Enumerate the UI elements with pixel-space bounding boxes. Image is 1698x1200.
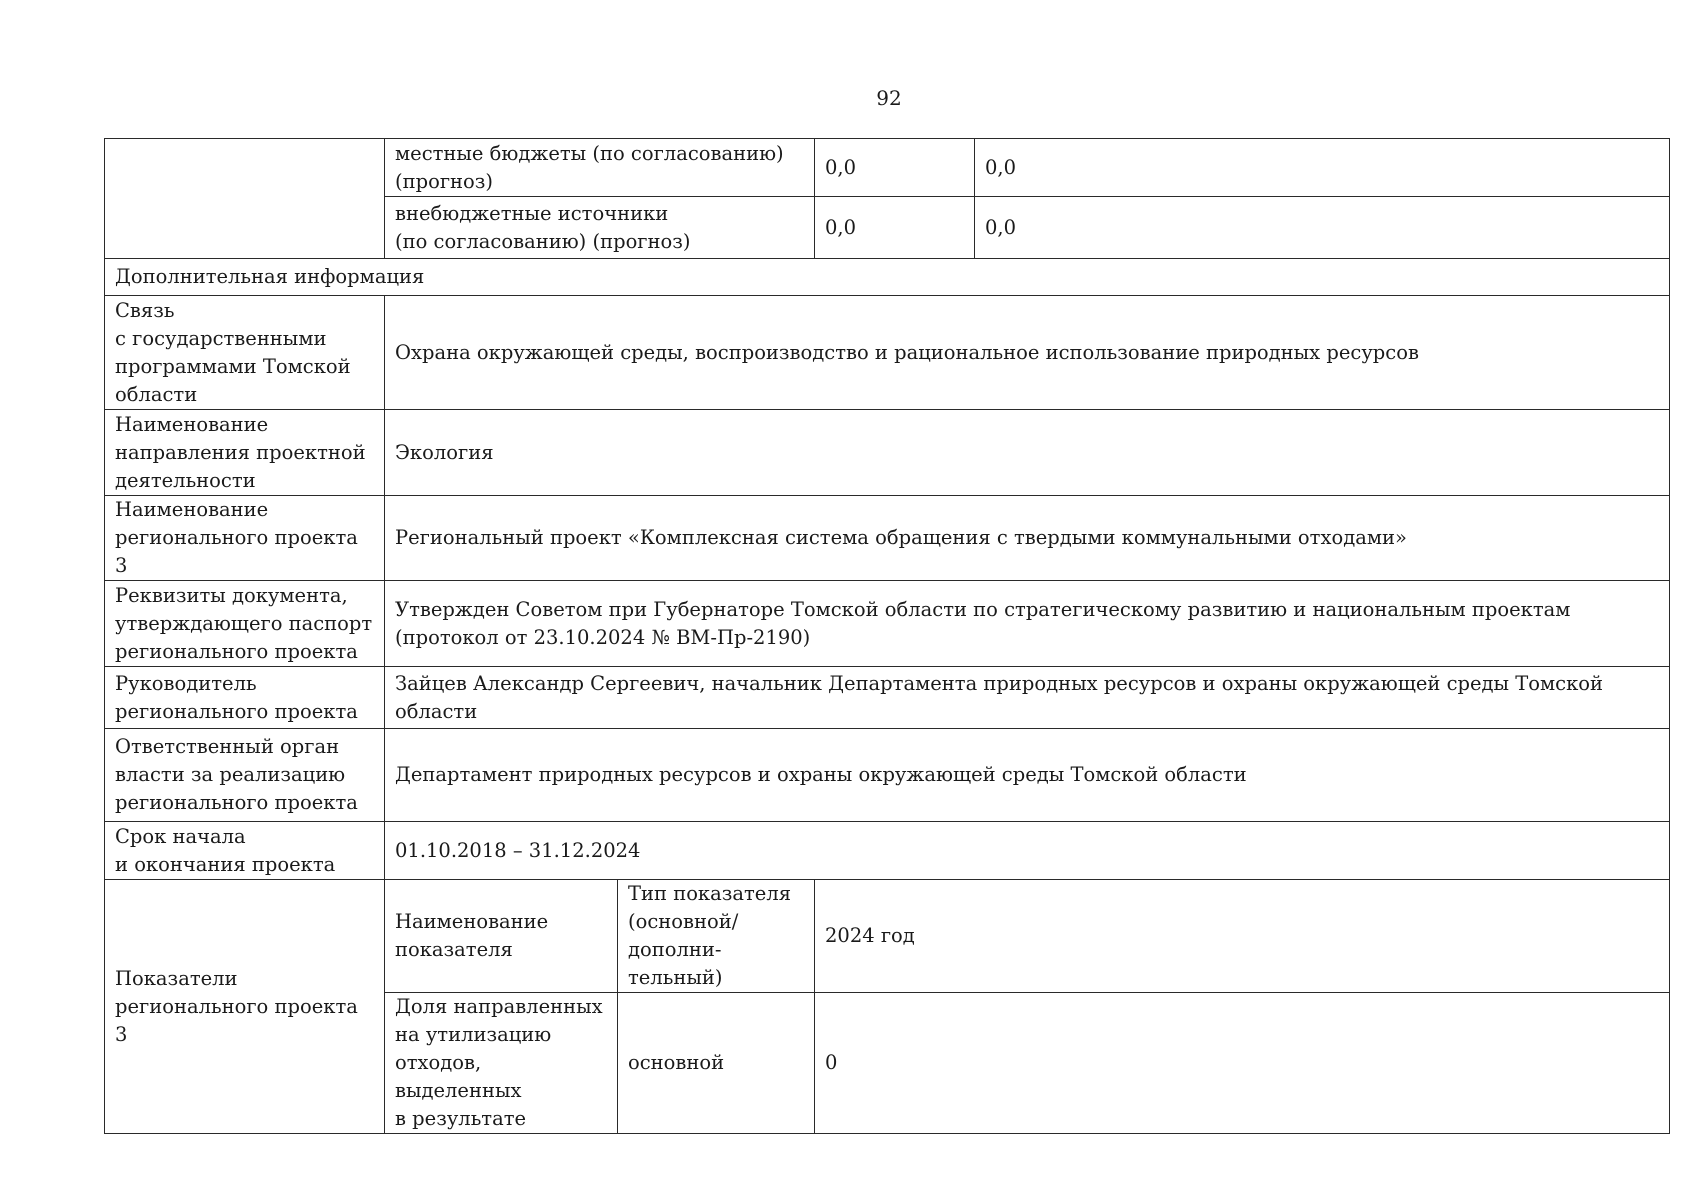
indicator-name: Доля направленных на утилизацию отходов, выделенных в результате [385,993,618,1134]
indicator-name-header: Наименование показателя [385,880,618,993]
document-value: Утвержден Советом при Губернаторе Томской области по стратегическому развитию и национальным проектам (протокол от 23.10.2024 № ВМ-Пр-2190) [385,581,1670,667]
term-label: Срок начала и окончания проекта [105,822,385,880]
offbudget-value-2: 0,0 [975,197,1670,259]
table-row-additional-info [105,259,1670,296]
head-value: Зайцев Александр Сергеевич, начальник Департамента природных ресурсов и охраны окружающей среды Томской области [385,667,1670,729]
responsible-value: Департамент природных ресурсов и охраны окружающей среды Томской области [385,729,1670,822]
offbudget-label: внебюджетные источники (по согласованию) (прогноз) [385,197,815,259]
table-row-local-budgets [105,139,1670,197]
table-row-project-name [105,496,1670,581]
empty-cell [105,139,385,259]
programs-link-value: Охрана окружающей среды, воспроизводство и рациональное использование природных ресурсов [385,296,1670,410]
page-number: 92 [876,86,902,110]
head-label: Руководитель регионального проекта [105,667,385,729]
local-budgets-value-1: 0,0 [815,139,975,197]
local-budgets-label: местные бюджеты (по согласованию) (прогноз) [385,139,815,197]
project-name-label: Наименование регионального проекта 3 [105,496,385,581]
table-row-programs-link [105,296,1670,410]
table-row-head [105,667,1670,729]
indicators-label: Показатели регионального проекта 3 [105,880,385,1134]
project-passport-table [104,138,1670,1134]
table-row-indicators-header [105,880,1670,993]
programs-link-label: Связь с государственными программами Томской области [105,296,385,410]
indicator-year-header: 2024 год [815,880,1670,993]
table-row-responsible [105,729,1670,822]
project-name-value: Региональный проект «Комплексная система обращения с твердыми коммунальными отходами» [385,496,1670,581]
table-row-direction [105,410,1670,496]
responsible-label: Ответственный орган власти за реализацию регионального проекта [105,729,385,822]
local-budgets-value-2: 0,0 [975,139,1670,197]
indicator-value: 0 [815,993,1670,1134]
additional-info-heading: Дополнительная информация [105,259,1670,296]
table-row-document [105,581,1670,667]
offbudget-value-1: 0,0 [815,197,975,259]
table-row-term [105,822,1670,880]
term-value: 01.10.2018 – 31.12.2024 [385,822,1670,880]
direction-value: Экология [385,410,1670,496]
document-label: Реквизиты документа, утверждающего паспорт регионального проекта [105,581,385,667]
direction-label: Наименование направления проектной деятельности [105,410,385,496]
indicator-type-header: Тип показателя (основной/ дополни- тельный) [618,880,815,993]
indicator-type: основной [618,993,815,1134]
